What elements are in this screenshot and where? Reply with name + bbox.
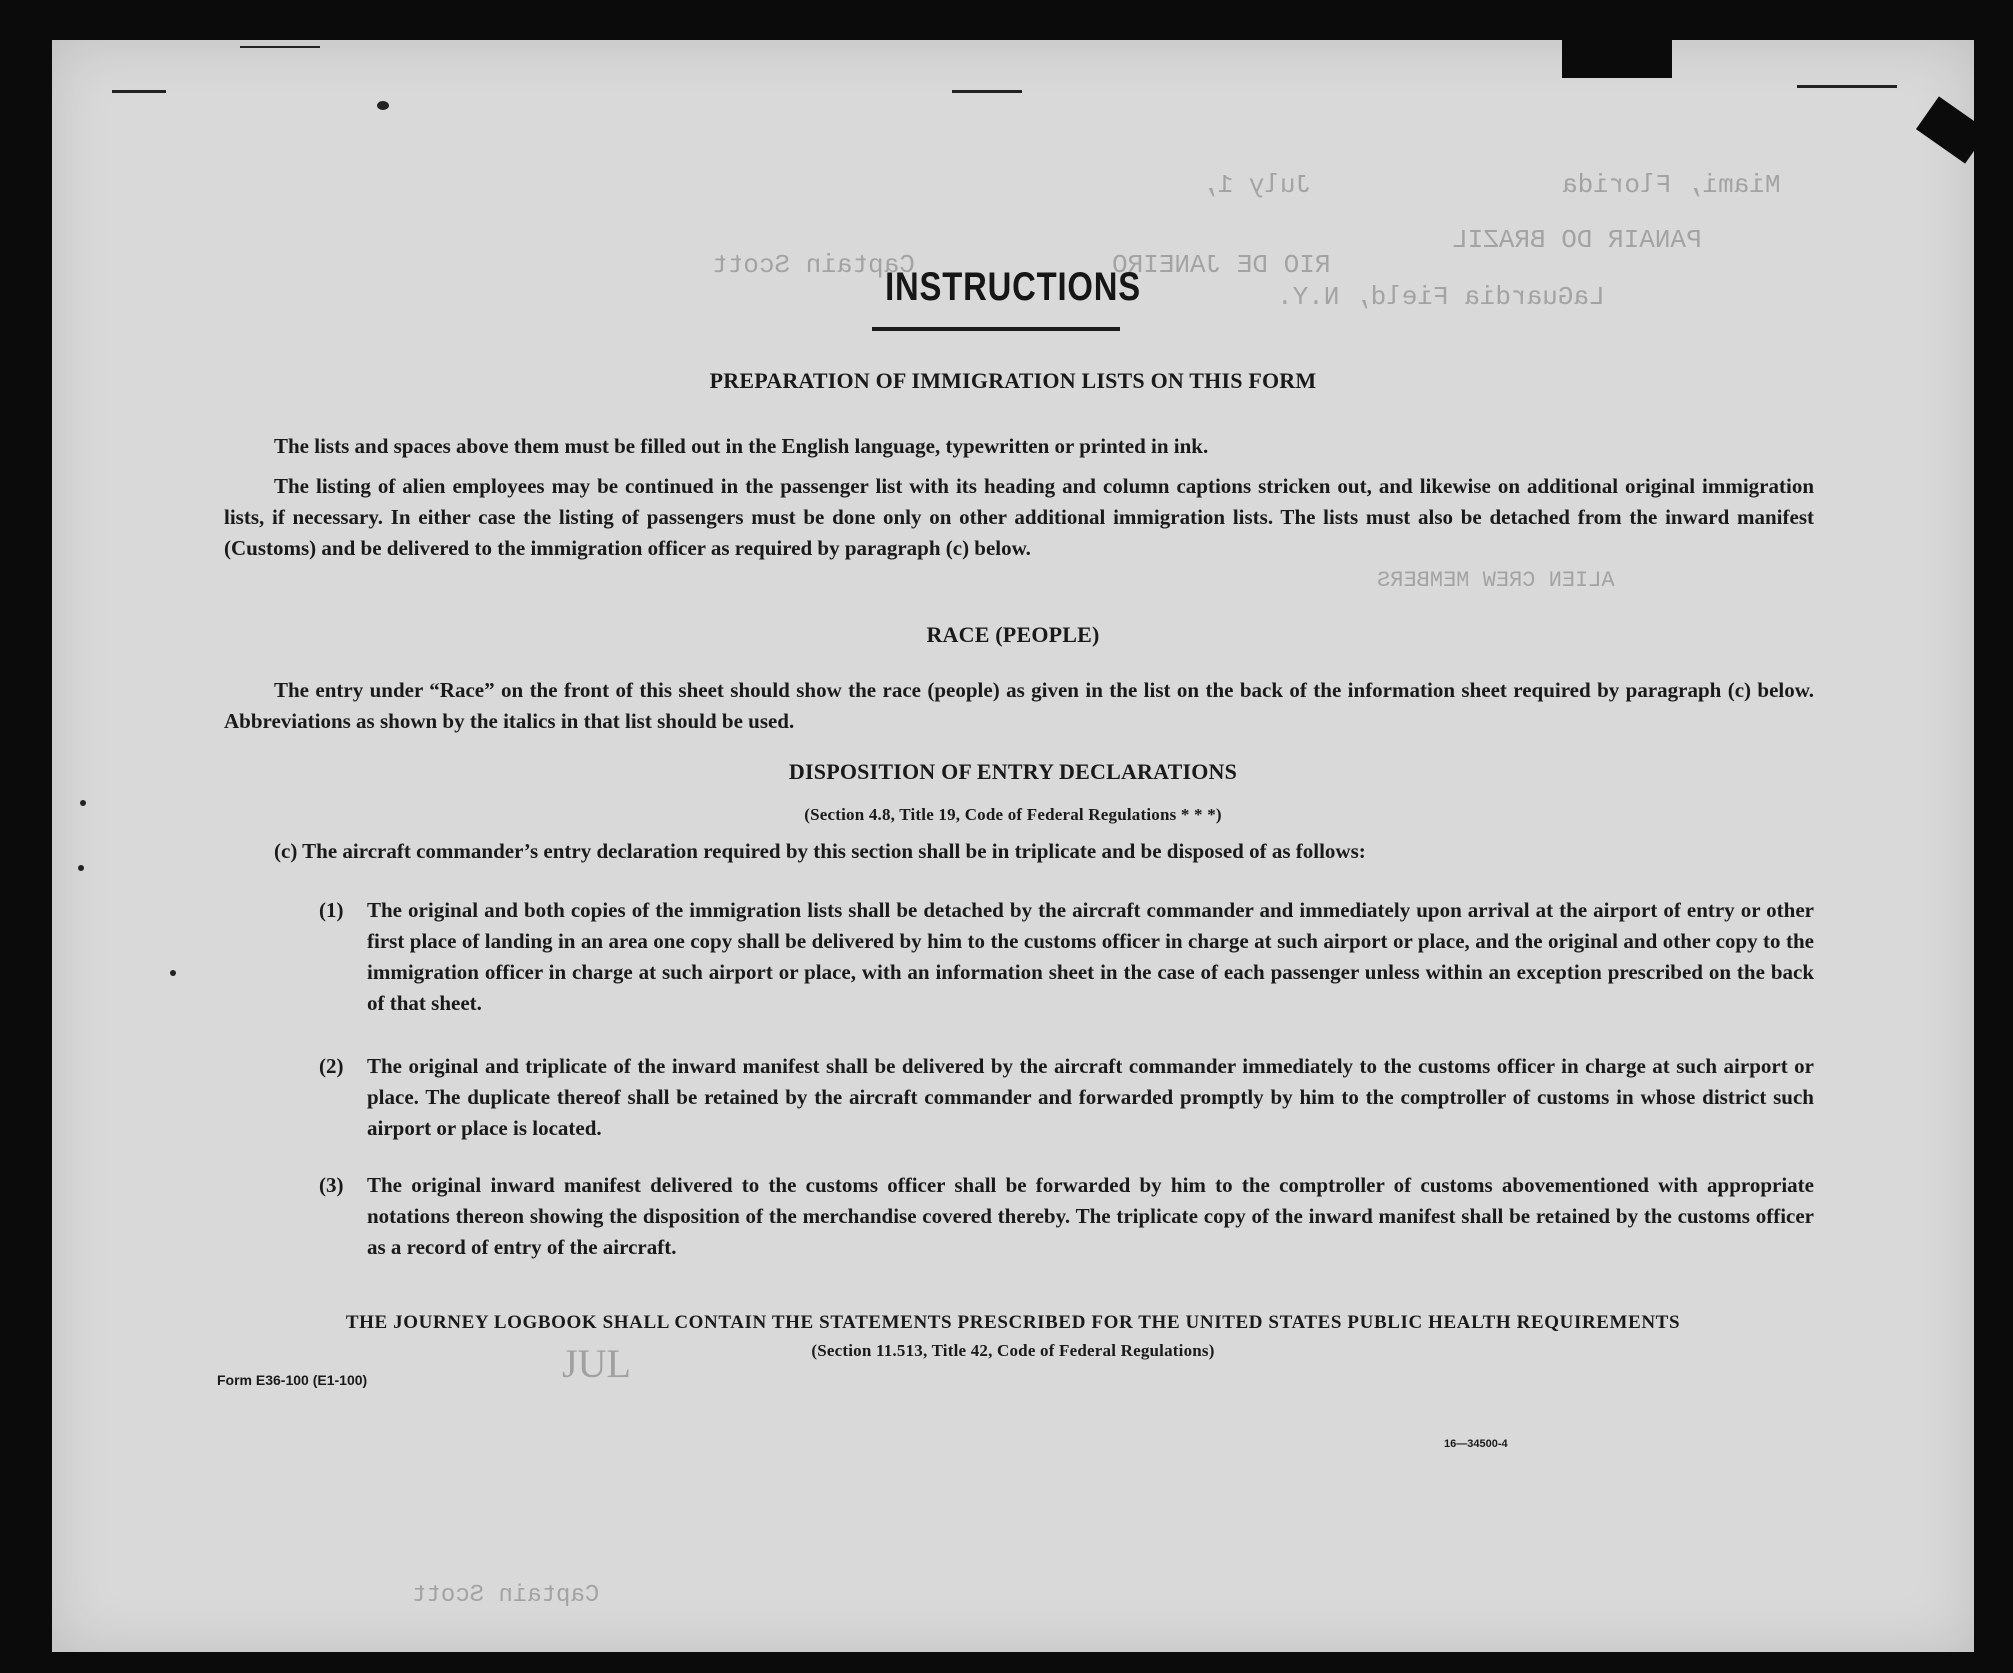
bleed-through-text: ALIEN CREW MEMBERS — [1377, 568, 1615, 593]
bleed-through-text: LaGuardia Field, N.Y. — [1277, 282, 1605, 312]
footer-statement: THE JOURNEY LOGBOOK SHALL CONTAIN THE STATEMENTS PRESCRIBED FOR THE UNITED STATES PUBLIC HEALTH REQUIREMENTS — [345, 1312, 1681, 1333]
bleed-through-text: PANAIR DO BRAZIL — [1452, 225, 1702, 255]
print-code: 16—34500-4 — [1444, 1438, 1508, 1450]
section-heading-race: RACE (PEOPLE) — [926, 622, 1100, 647]
section-heading-preparation: PREPARATION OF IMMIGRATION LISTS ON THIS FORM — [709, 368, 1317, 393]
ink-speck — [170, 970, 176, 976]
paragraph-preparation-1: The lists and spaces above them must be filled out in the English language, typewritten or printed in ink. — [274, 434, 1209, 458]
ink-speck — [78, 865, 84, 871]
paragraph-preparation-2: The listing of alien employees may be continued in the passenger list with its heading and column captions stricken out, and likewise on additional original immigration lists, if necessary. In either case the listing of passengers must be done only on other additional immigration lists. The lists must also be detached from the inward manifest (Customs) and be delivered to the immigration officer as required by paragraph (c) below. — [224, 474, 1814, 560]
bleed-through-text: RIO DE JANEIRO — [1112, 250, 1331, 280]
list-item — [319, 895, 1814, 1025]
page-edge-tear — [1562, 36, 1672, 78]
footer-citation: (Section 11.513, Title 42, Code of Federal Regulations) — [811, 1341, 1215, 1360]
list-item-text: The original inward manifest delivered to the customs officer shall be forwarded by him to the comptroller of customs abovementioned with appropriate notations thereon showing the disposition of the merchandise covered thereby. The triplicate copy of the inward manifest shall be retained by the customs officer as a record of entry of the aircraft. — [367, 1173, 1814, 1259]
list-item-number: (2) — [319, 1054, 344, 1078]
list-item-text: The original and triplicate of the inward manifest shall be delivered by the aircraft commander immediately to the customs officer in charge at such airport or place. The duplicate thereof shall be retained by the aircraft commander and forwarded promptly by him to the comptroller of customs in whose district such airport or place is located. — [367, 1054, 1814, 1140]
paragraph-disposition-intro: (c) The aircraft commander’s entry declaration required by this section shall be in triplicate and be disposed of as follows: — [274, 839, 1366, 863]
ink-speck — [377, 101, 389, 110]
ink-mark — [112, 90, 166, 93]
citation-disposition: (Section 4.8, Title 19, Code of Federal Regulations * * *) — [804, 805, 1222, 824]
bleed-through-text: July 1, — [1202, 170, 1312, 200]
ink-mark — [1797, 85, 1897, 88]
ink-mark — [952, 90, 1022, 93]
page-title: INSTRUCTIONS — [885, 265, 1141, 309]
bleed-through-text: Miami, Florida — [1562, 170, 1781, 200]
document-page — [52, 40, 1974, 1652]
list-item-text: The original and both copies of the immigration lists shall be detached by the aircraft commander and immediately upon arrival at the airport of entry or other first place of landing in an area one copy shall be delivered by him to the customs officer in charge at such airport or place, and the original and other copy to the immigration officer in charge at such airport or place, with an information sheet in the case of each passenger unless within an exception prescribed on the back of that sheet. — [367, 898, 1814, 1015]
form-number: Form E36-100 (E1-100) — [217, 1372, 368, 1388]
section-heading-disposition: DISPOSITION OF ENTRY DECLARATIONS — [788, 759, 1238, 784]
paragraph-race: The entry under “Race” on the front of this sheet should show the race (people) as given in the list on the back of the information sheet required by paragraph (c) below. Abbreviations as shown by the italics in that list should be used. — [224, 678, 1814, 733]
title-underline — [872, 327, 1120, 331]
list-item-number: (3) — [319, 1173, 344, 1197]
list-item — [319, 1170, 1814, 1270]
list-item-number: (1) — [319, 898, 344, 922]
bleed-through-text: Captain Scott — [412, 1582, 600, 1609]
ink-mark — [240, 46, 320, 48]
bleed-through-text: Captain Scott — [712, 250, 915, 280]
page-corner-curl — [1916, 96, 1988, 163]
date-stamp: JUL — [562, 1341, 631, 1386]
list-item — [319, 1051, 1814, 1151]
